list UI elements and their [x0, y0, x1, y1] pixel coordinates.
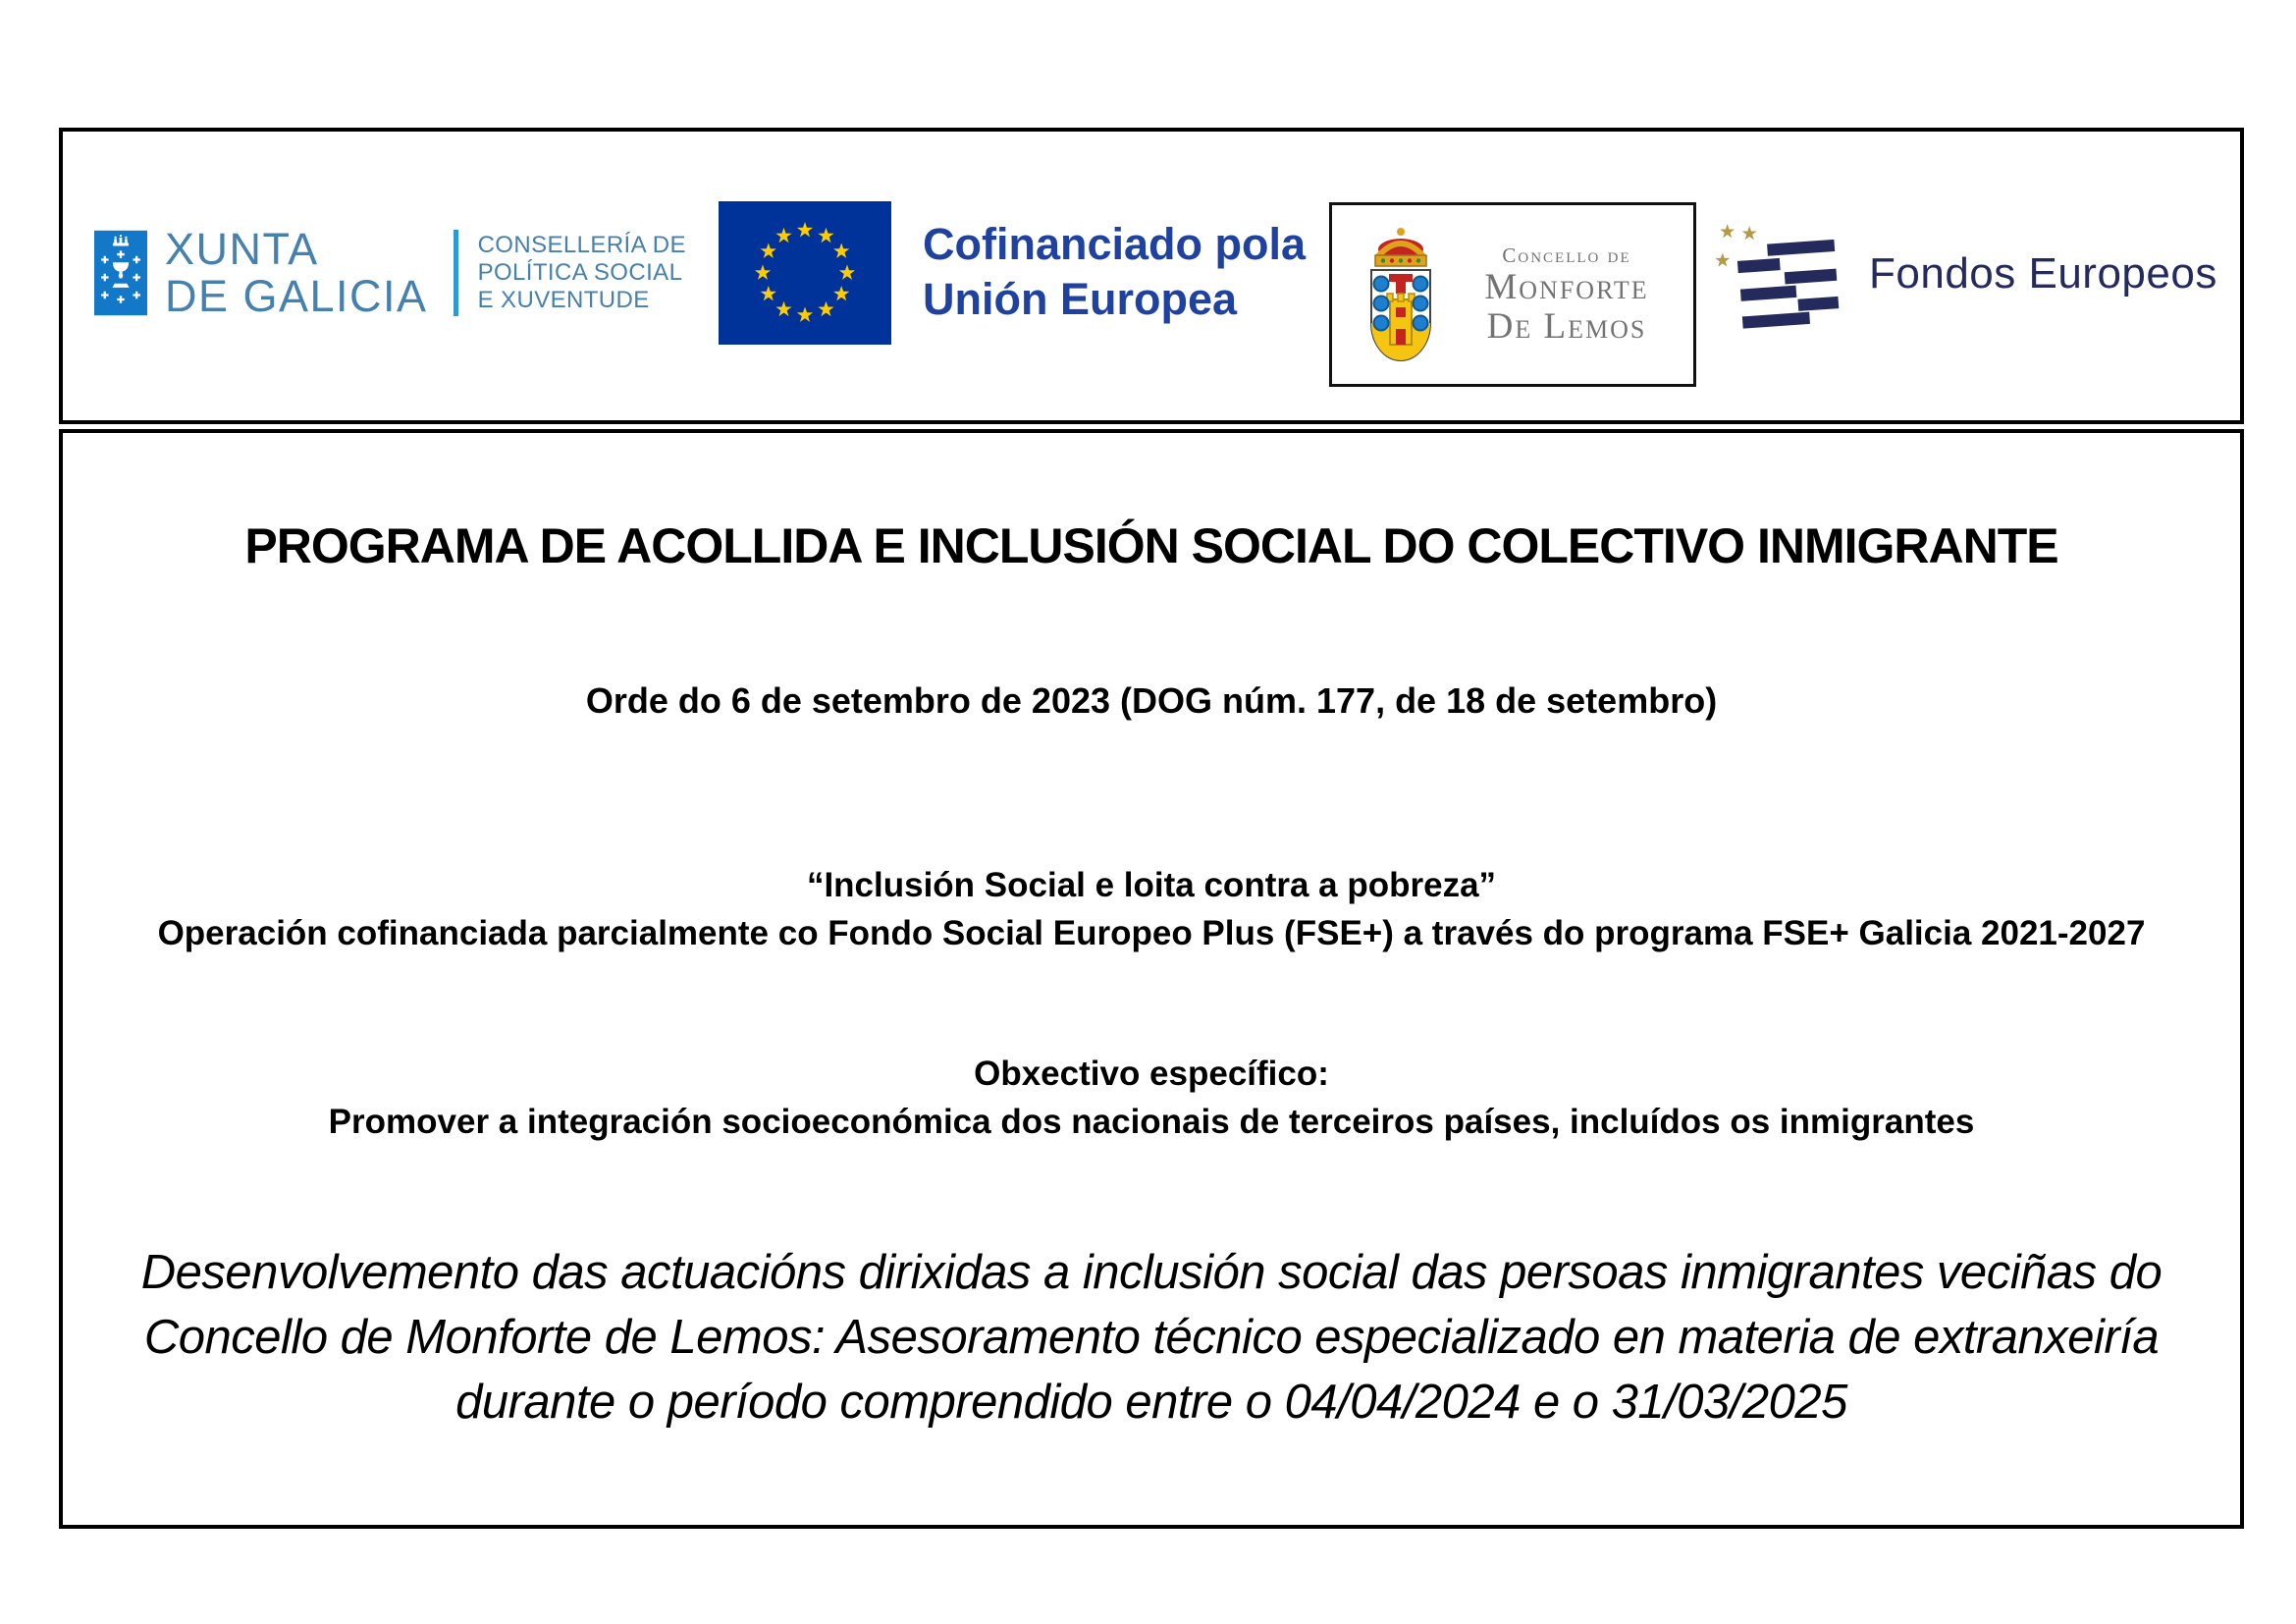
eu-cofinance-line2: Unión Europea [923, 274, 1238, 324]
conselleria-line1: CONSELLERÍA DE [477, 232, 686, 258]
conselleria-line3: E XUVENTUDE [477, 287, 650, 313]
eu-cofinance-logo [719, 201, 1306, 345]
eu-cofinance-line1: Cofinanciado pola [923, 219, 1307, 269]
program-axis-quote: “Inclusión Social e loita contra a pobreza” [806, 866, 1497, 904]
xunta-emblem-icon [94, 230, 147, 316]
eu-cofinance-text [923, 217, 1306, 345]
fondos-stripes-icon [1714, 218, 1843, 329]
xunta-wordmark [165, 226, 428, 320]
header-logos-band [59, 128, 2244, 424]
monforte-text [1450, 244, 1693, 347]
xunta-divider [454, 230, 458, 316]
project-description-line3: durante o período comprendido entre o 04/04/2024 e o 31/03/2025 [455, 1376, 1847, 1429]
xunta-wordmark-line1: XUNTA [165, 224, 319, 274]
project-description-line2: Concello de Monforte de Lemos: Asesoramento técnico especializado en materia de extranxeiría [143, 1311, 2160, 1364]
program-title: PROGRAMA DE ACOLLIDA E INCLUSIÓN SOCIAL DO COLECTIVO INMIGRANTE [244, 518, 2058, 573]
main-content-box [59, 429, 2244, 1529]
monforte-line1: Concello de [1502, 243, 1631, 267]
specific-objective-heading: Obxectivo específico: [974, 1055, 1329, 1093]
project-description [63, 1240, 2240, 1435]
project-description-line1: Desenvolvemento das actuacións dirixidas a inclusión social das persoas inmigrantes veciñas do [140, 1246, 2163, 1299]
conselleria-text [478, 232, 686, 314]
cofinancing-block [63, 861, 2240, 957]
cofinancing-note: Operación cofinanciada parcialmente co Fondo Social Europeo Plus (FSE+) a través do programa FSE+ Galicia 2021-2027 [157, 914, 2146, 952]
monforte-line3: De Lemos [1486, 305, 1647, 347]
xunta-de-galicia-logo [94, 226, 686, 320]
fondos-label: Fondos Europeos [1869, 248, 2217, 298]
monforte-logo-box [1329, 202, 1696, 387]
monforte-line2: Monforte [1484, 266, 1649, 307]
order-reference: Orde do 6 de setembro de 2023 (DOG núm. 177, de 18 de setembro) [585, 680, 1718, 721]
specific-objective-block [63, 1050, 2240, 1146]
xunta-wordmark-line2: DE GALICIA [165, 271, 428, 321]
specific-objective-text: Promover a integración socioeconómica dos nacionais de terceiros países, incluídos os inmigrantes [328, 1103, 1975, 1141]
monforte-coat-of-arms-icon [1352, 216, 1450, 373]
fondos-europeos-logo [1714, 218, 2217, 329]
eu-flag-icon [719, 201, 891, 345]
conselleria-line2: POLÍTICA SOCIAL [477, 259, 683, 286]
